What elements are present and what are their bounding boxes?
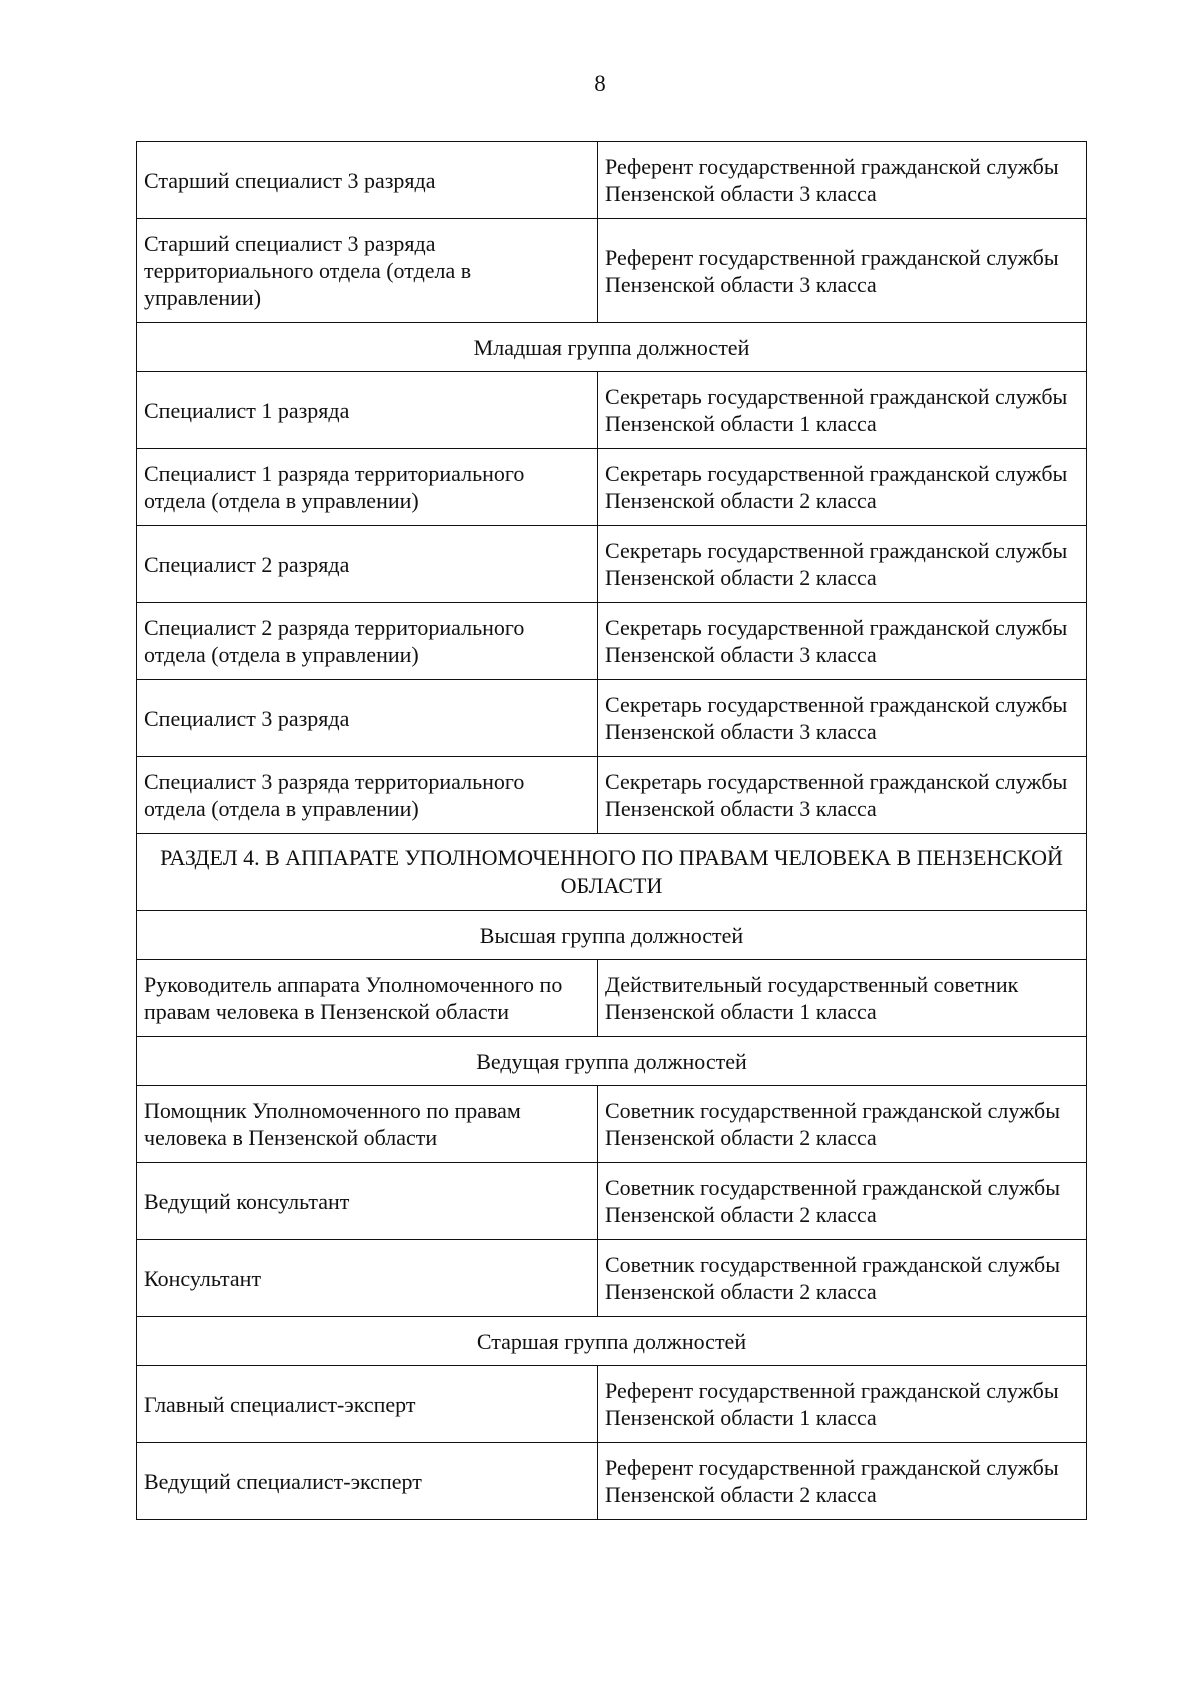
table-row bbox=[137, 142, 1087, 219]
rank-cell: Секретарь государственной гражданской службы Пензенской области 3 класса bbox=[598, 603, 1087, 680]
rank-cell: Секретарь государственной гражданской службы Пензенской области 3 класса bbox=[598, 680, 1087, 757]
position-cell: Руководитель аппарата Уполномоченного по правам человека в Пензенской области bbox=[137, 960, 598, 1037]
section-heading: РАЗДЕЛ 4. В АППАРАТЕ УПОЛНОМОЧЕННОГО ПО ПРАВАМ ЧЕЛОВЕКА В ПЕНЗЕНСКОЙ ОБЛАСТИ bbox=[137, 834, 1087, 911]
rank-cell: Референт государственной гражданской службы Пензенской области 1 класса bbox=[598, 1366, 1087, 1443]
rank-cell: Советник государственной гражданской службы Пензенской области 2 класса bbox=[598, 1163, 1087, 1240]
position-cell: Специалист 1 разряда bbox=[137, 372, 598, 449]
position-cell: Старший специалист 3 разряда bbox=[137, 142, 598, 219]
rank-cell: Советник государственной гражданской службы Пензенской области 2 класса bbox=[598, 1240, 1087, 1317]
group-row bbox=[137, 323, 1087, 372]
table-row bbox=[137, 449, 1087, 526]
position-cell: Специалист 2 разряда bbox=[137, 526, 598, 603]
rank-cell: Референт государственной гражданской службы Пензенской области 3 класса bbox=[598, 219, 1087, 323]
position-cell: Специалист 3 разряда bbox=[137, 680, 598, 757]
rank-cell: Действительный государственный советник Пензенской области 1 класса bbox=[598, 960, 1087, 1037]
position-cell: Ведущий специалист-эксперт bbox=[137, 1443, 598, 1520]
group-heading: Младшая группа должностей bbox=[137, 323, 1087, 372]
position-cell: Главный специалист-эксперт bbox=[137, 1366, 598, 1443]
table-row bbox=[137, 372, 1087, 449]
group-heading: Ведущая группа должностей bbox=[137, 1037, 1087, 1086]
table-row bbox=[137, 1443, 1087, 1520]
table-row bbox=[137, 680, 1087, 757]
position-cell: Помощник Уполномоченного по правам человека в Пензенской области bbox=[137, 1086, 598, 1163]
rank-cell: Секретарь государственной гражданской службы Пензенской области 2 класса bbox=[598, 449, 1087, 526]
table-row bbox=[137, 960, 1087, 1037]
group-row bbox=[137, 1037, 1087, 1086]
table-row bbox=[137, 757, 1087, 834]
position-cell: Консультант bbox=[137, 1240, 598, 1317]
group-row bbox=[137, 911, 1087, 960]
rank-cell: Советник государственной гражданской службы Пензенской области 2 класса bbox=[598, 1086, 1087, 1163]
rank-cell: Секретарь государственной гражданской службы Пензенской области 2 класса bbox=[598, 526, 1087, 603]
page-number: 8 bbox=[594, 71, 606, 96]
position-cell: Ведущий консультант bbox=[137, 1163, 598, 1240]
group-heading: Старшая группа должностей bbox=[137, 1317, 1087, 1366]
section-row bbox=[137, 834, 1087, 911]
table-row bbox=[137, 1366, 1087, 1443]
position-cell: Специалист 3 разряда территориального отдела (отдела в управлении) bbox=[137, 757, 598, 834]
group-heading: Высшая группа должностей bbox=[137, 911, 1087, 960]
positions-table bbox=[136, 141, 1087, 1520]
table-row bbox=[137, 219, 1087, 323]
table-row bbox=[137, 1240, 1087, 1317]
table-row bbox=[137, 603, 1087, 680]
position-cell: Старший специалист 3 разряда территориального отдела (отдела в управлении) bbox=[137, 219, 598, 323]
table-row bbox=[137, 1163, 1087, 1240]
group-row bbox=[137, 1317, 1087, 1366]
rank-cell: Референт государственной гражданской службы Пензенской области 3 класса bbox=[598, 142, 1087, 219]
position-cell: Специалист 2 разряда территориального отдела (отдела в управлении) bbox=[137, 603, 598, 680]
rank-cell: Секретарь государственной гражданской службы Пензенской области 3 класса bbox=[598, 757, 1087, 834]
rank-cell: Референт государственной гражданской службы Пензенской области 2 класса bbox=[598, 1443, 1087, 1520]
table-row bbox=[137, 526, 1087, 603]
position-cell: Специалист 1 разряда территориального отдела (отдела в управлении) bbox=[137, 449, 598, 526]
rank-cell: Секретарь государственной гражданской службы Пензенской области 1 класса bbox=[598, 372, 1087, 449]
table-row bbox=[137, 1086, 1087, 1163]
